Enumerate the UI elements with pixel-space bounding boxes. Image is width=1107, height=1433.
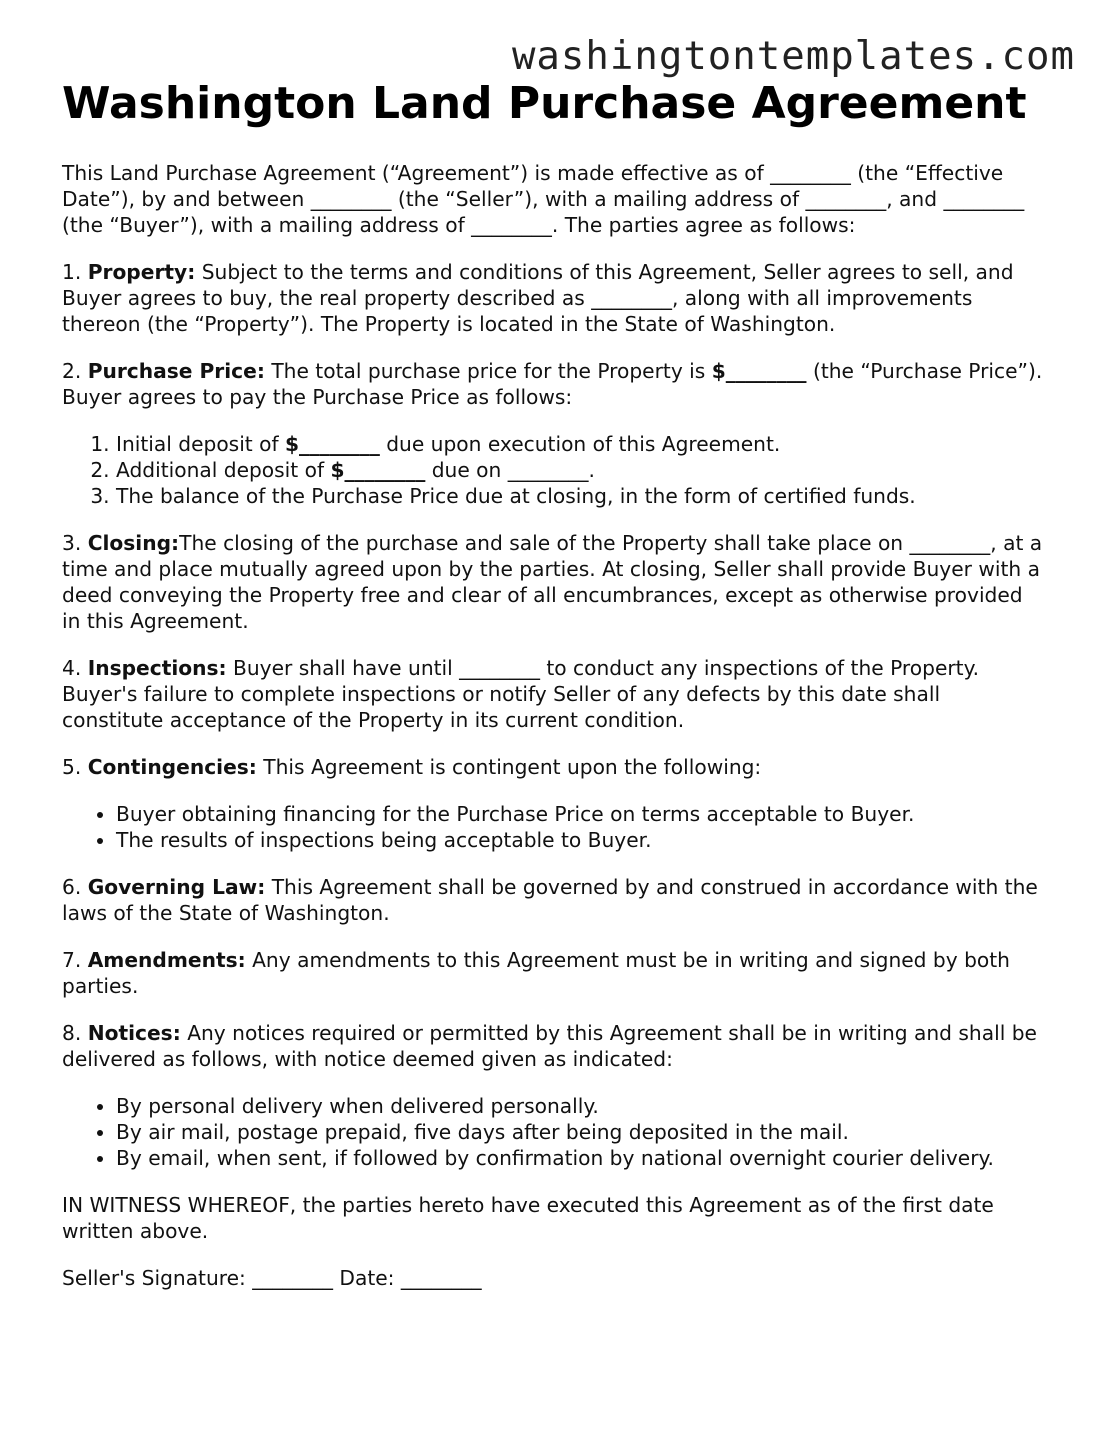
section-heading: Notices:	[87, 1021, 181, 1045]
section-text: Buyer shall have until ________ to conduct any inspections of the Property. Buyer's failure to complete inspections or notify Seller of any defects by this date shall constitute acceptance of the Property in its current condition.	[62, 656, 980, 732]
section-number: 4.	[62, 656, 88, 680]
section-text: This Agreement shall be governed by and construed in accordance with the laws of the State of Washington.	[62, 875, 1038, 925]
payment-text: due upon execution of this Agreement.	[379, 432, 781, 456]
notices-list	[62, 1093, 1047, 1171]
document-body	[62, 160, 1047, 1312]
section-text: Any notices required or permitted by this Agreement shall be in writing and shall be delivered as follows, with notice deemed given as indicated:	[62, 1021, 1037, 1071]
section-heading: Closing:	[87, 531, 180, 555]
section-heading: Contingencies:	[87, 755, 257, 779]
list-item: • The results of inspections being acceptable to Buyer.	[116, 827, 1047, 853]
section-number: 5.	[62, 755, 88, 779]
section-heading: Governing Law:	[87, 875, 266, 899]
section-closing	[62, 530, 1047, 634]
section-text: (the “Purchase Price”). Buyer agrees to pay the Purchase Price as follows:	[62, 359, 1043, 409]
seller-signature-line: Seller's Signature: ________ Date: ________	[62, 1266, 482, 1290]
section-heading: Amendments:	[87, 948, 246, 972]
contingency-list	[62, 801, 1047, 853]
intro-paragraph: This Land Purchase Agreement (“Agreement”) is made effective as of ________ (the “Effective Date”), by and between ________ (the “Seller”), with a mailing address of ________, and ________ (the “Buyer”), with a mailing address of ________. The parties agree as follows:	[62, 161, 1025, 237]
section-heading: Inspections:	[87, 656, 227, 680]
section-text: The closing of the purchase and sale of the Property shall take place on ________, at a time and place mutually agreed upon by the parties. At closing, Seller shall provide Buyer with a deed conveying the Property free and clear of all encumbrances, except as otherwise provided in this Agreement.	[62, 531, 1043, 633]
payment-text: Additional deposit of	[116, 458, 331, 482]
payment-item	[116, 431, 1047, 457]
section-heading: Purchase Price:	[87, 359, 265, 383]
section-text: Any amendments to this Agreement must be in writing and signed by both parties.	[62, 948, 1010, 998]
section-number: 1.	[62, 260, 88, 284]
section-notices	[62, 1020, 1047, 1072]
section-number: 6.	[62, 875, 88, 899]
section-property	[62, 259, 1047, 337]
witness-paragraph: IN WITNESS WHEREOF, the parties hereto have executed this Agreement as of the first date written above.	[62, 1193, 994, 1243]
section-governing-law	[62, 874, 1047, 926]
price-amount: $________	[711, 359, 807, 383]
section-number: 8.	[62, 1021, 88, 1045]
list-item: • Buyer obtaining financing for the Purchase Price on terms acceptable to Buyer.	[116, 801, 1047, 827]
site-watermark: washingtontemplates.com	[511, 34, 1075, 79]
payment-item: 3. The balance of the Purchase Price due at closing, in the form of certified funds.	[116, 483, 1047, 509]
payment-text: due on ________.	[425, 458, 595, 482]
section-text: The total purchase price for the Property is	[264, 359, 712, 383]
section-number: 2.	[62, 359, 88, 383]
payment-list	[62, 431, 1047, 509]
payment-amount: $________	[285, 432, 380, 456]
payment-text: Initial deposit of	[116, 432, 286, 456]
list-item: • By email, when sent, if followed by confirmation by national overnight courier delivery.	[116, 1145, 1047, 1171]
section-amendments	[62, 947, 1047, 999]
payment-item	[116, 457, 1047, 483]
section-text: Subject to the terms and conditions of this Agreement, Seller agrees to sell, and Buyer agrees to buy, the real property described as ________, along with all improvements thereon (the “Property”). The Property is located in the State of Washington.	[62, 260, 1014, 336]
section-number: 7.	[62, 948, 88, 972]
section-contingencies	[62, 754, 1047, 780]
section-purchase-price	[62, 358, 1047, 410]
list-item: • By air mail, postage prepaid, five days after being deposited in the mail.	[116, 1119, 1047, 1145]
section-heading: Property:	[87, 260, 196, 284]
document-title: Washington Land Purchase Agreement	[62, 78, 1027, 129]
payment-amount: $________	[330, 458, 426, 482]
section-number: 3.	[62, 531, 88, 555]
list-item: • By personal delivery when delivered personally.	[116, 1093, 1047, 1119]
section-text: This Agreement is contingent upon the following:	[256, 755, 762, 779]
section-inspections	[62, 655, 1047, 733]
